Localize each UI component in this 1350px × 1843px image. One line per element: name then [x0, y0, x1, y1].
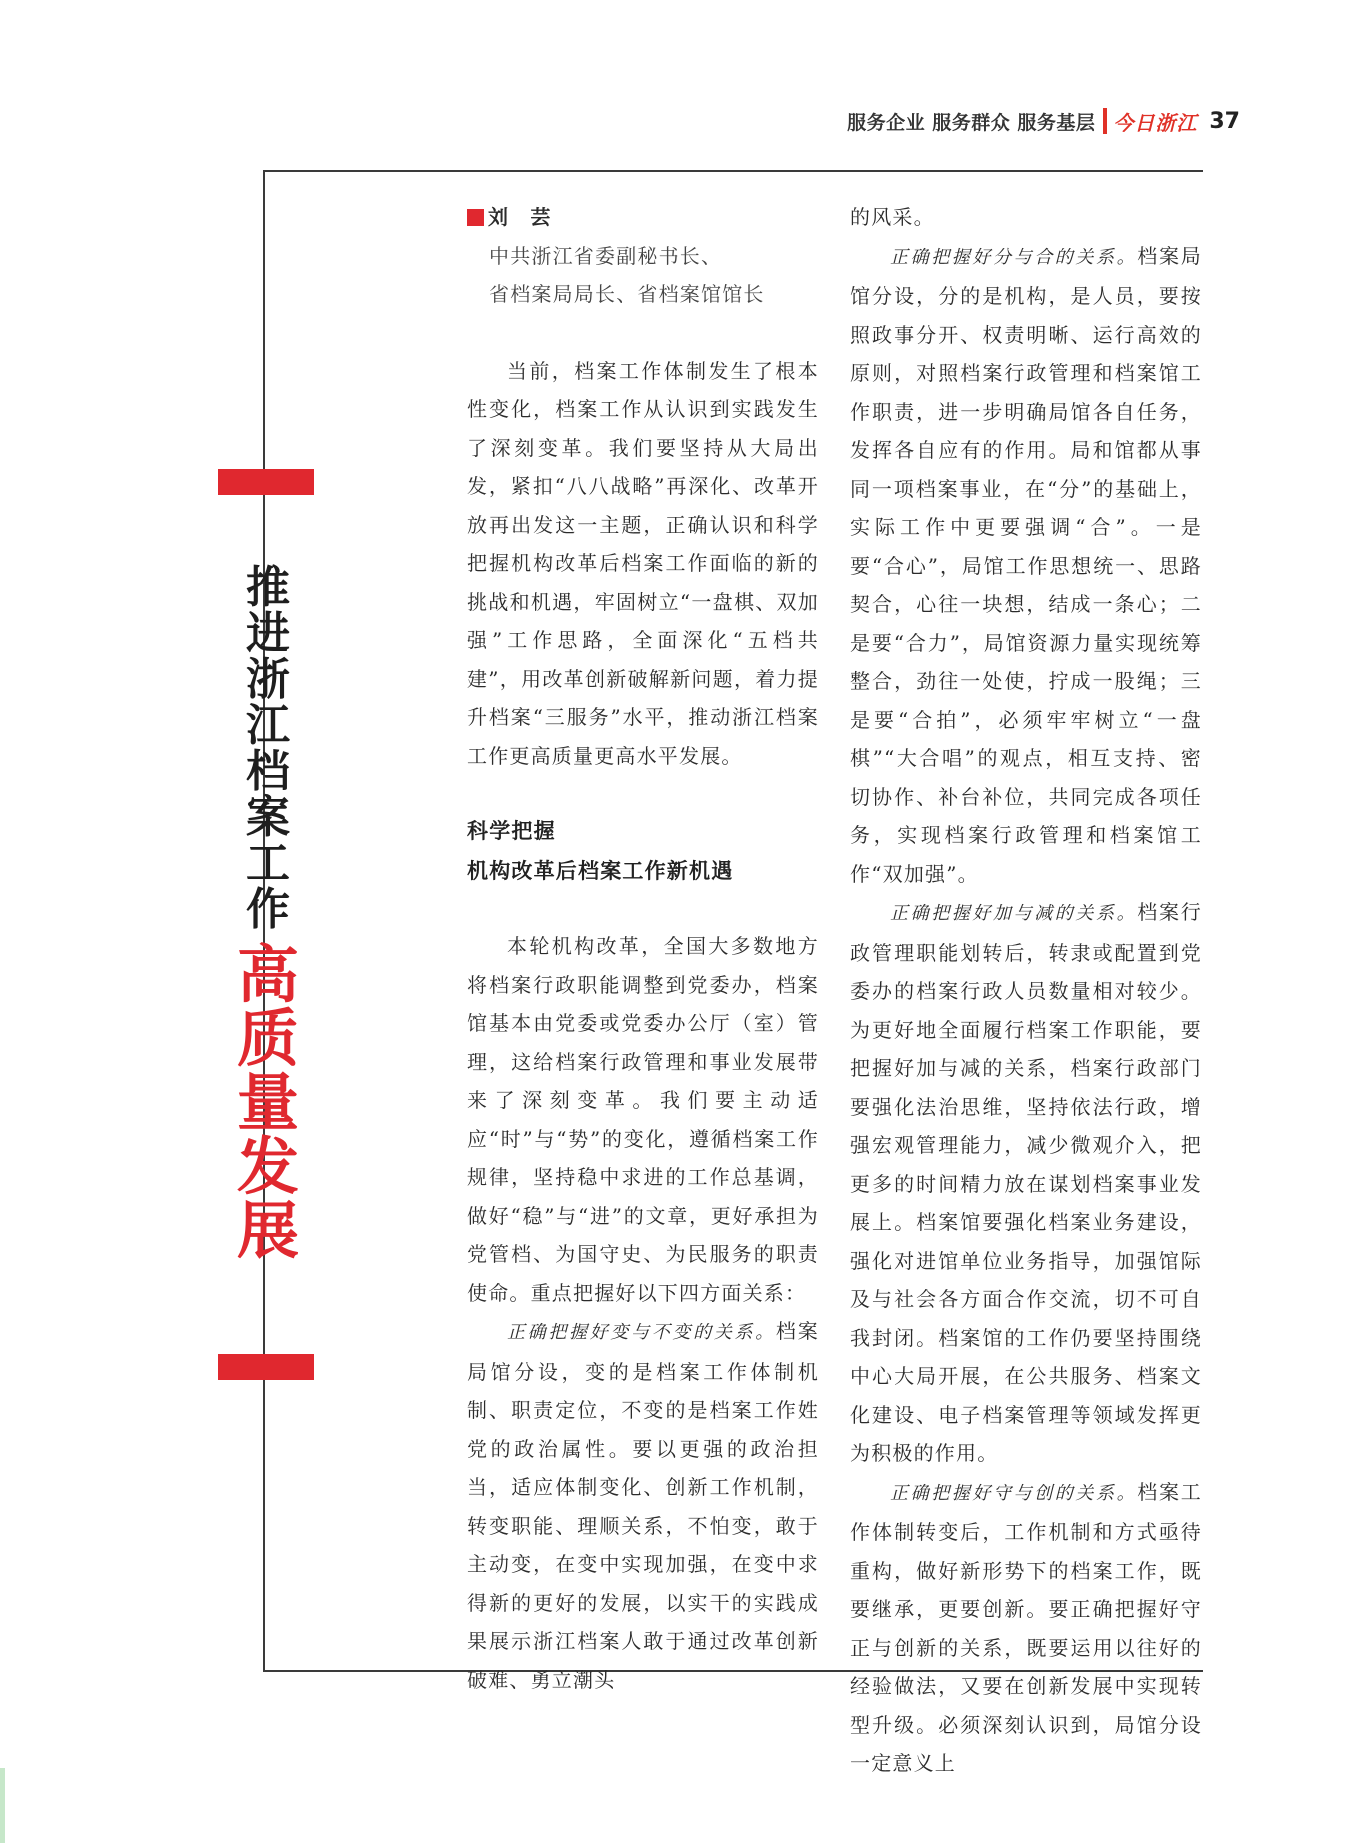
page-number: 37: [1209, 108, 1240, 134]
relation-lead: 正确把握好分与合的关系。: [890, 246, 1138, 268]
intro-paragraph: 当前，档案工作体制发生了根本性变化，档案工作从认识到实践发生了深刻变革。我们要坚持从大局出发，紧扣“八八战略”再深化、改革开放再出发这一主题，正确认识和科学把握机构改革后档案工作面临的新的挑战和机遇，牢固树立“一盘棋、双加强”工作思路，全面深化“五档共建”，用改革创新破解新问题，着力提升档案“三服务”水平，推动浙江档案工作更高质量更高水平发展。: [467, 358, 819, 768]
relation-paragraph-keep-innovate: [850, 1473, 1202, 1783]
header-slogan: 服务企业 服务群众 服务基层: [847, 111, 1096, 134]
headline-char: 作: [246, 884, 290, 935]
page-header: [847, 104, 1240, 138]
headline-char: 量: [236, 1066, 299, 1139]
headline-char: 展: [236, 1194, 299, 1267]
header-divider: [1103, 108, 1107, 134]
headline-char: 发: [236, 1130, 299, 1203]
relation-lead: 正确把握好变与不变的关系。: [507, 1322, 776, 1343]
headline-char: 推: [246, 562, 290, 613]
author-byline: [467, 198, 819, 237]
section-heading-line-2: 机构改革后档案工作新机遇: [467, 859, 734, 883]
relation-lead: 正确把握好守与创的关系。: [890, 1482, 1138, 1504]
headline-char: 质: [236, 1002, 299, 1075]
relation-paragraph-split: [850, 237, 1202, 894]
relation-body: 档案行政管理职能划转后，转隶或配置到党委办的档案行政人员数量相对较少。为更好地全面履行档案工作职能，要把握好加与减的关系，档案行政部门要强化法治思维，坚持依法行政，增强宏观管理能力，减少微观介入，把更多的时间精力放在谋划档案事业发展上。档案馆要强化档案业务建设，强化对进馆单位业务指导，加强馆际及与社会各方面合作交流，切不可自我封闭。档案馆的工作仍要坚持围绕中心大局开展，在公共服务、档案文化建设、电子档案管理等领域发挥更为积极的作用。: [850, 900, 1203, 1465]
headline-char: 工: [246, 838, 290, 889]
relation-lead: 正确把握好加与减的关系。: [890, 903, 1138, 924]
header-brand-logo: 今日浙江: [1113, 110, 1198, 135]
author-marker: [467, 209, 484, 226]
article-column-right: [850, 198, 1202, 1783]
headline-char: 江: [246, 700, 290, 751]
section-heading-line-1: 科学把握: [467, 819, 556, 843]
author-name: 刘 芸: [488, 205, 552, 229]
author-title-line-1: 中共浙江省委副秘书长、: [489, 243, 723, 268]
vertical-headline: [232, 562, 304, 1267]
relation-paragraph-change: [467, 1312, 819, 1699]
relation-body: 档案局馆分设，变的是档案工作体制机制、职责定位，不变的是档案工作姓党的政治属性。要以更强的政治担当，适应体制变化、创新工作机制，转变职能、理顺关系，不怕变，敢于主动变，在变中实现加强，在变中求得新的更好的发展，以实干的实践成果展示浙江档案人敢于通过改革创新破难、勇立潮头: [467, 1319, 820, 1692]
section-paragraph: 本轮机构改革，全国大多数地方将档案行政职能调整到党委办，档案馆基本由党委或党委办公厅（室）管理，这给档案行政管理和事业发展带来了深刻变革。我们要主动适应“时”与“势”的变化，遵循档案工作规律，坚持稳中求进的工作总基调，做好“稳”与“进”的文章，更好承担为党管档、为国守史、为民服务的职责使命。重点把握好以下四方面关系：: [467, 934, 819, 1305]
red-accent-bar-top: [218, 469, 314, 495]
author-title-line-2: 省档案局局长、省档案馆馆长: [489, 282, 765, 306]
frame-top-rule: [263, 170, 1203, 172]
relation-body: 档案工作体制转变后，工作机制和方式亟待重构，做好新形势下的档案工作，既要继承，更要创新。要正确把握好守正与创新的关系，既要运用以往好的经验做法，又要在创新发展中实现转型升级。必须深刻认识到，局馆分设一定意义上: [850, 1479, 1203, 1775]
relation-body: 档案局馆分设，分的是机构，是人员，要按照政事分开、权责明晰、运行高效的原则，对照档案行政管理和档案馆工作职责，进一步明确局馆各自任务，发挥各自应有的作用。局和馆都从事同一项档案事业，在“分”的基础上，实际工作中更要强调“合”。一是要“合心”，局馆工作思想统一、思路契合，心往一块想，结成一条心；二是要“合力”，局馆资源力量实现统筹整合，劲往一处使，拧成一股绳；三是要“合拍”，必须牢牢树立“一盘棋”“大合唱”的观点，相互支持、密切协作、补台补位，共同完成各项任务，实现档案行政管理和档案馆工作“双加强”。: [850, 243, 1203, 886]
headline-part-1: [232, 562, 304, 935]
headline-part-2: [232, 938, 304, 1267]
relation-paragraph-add-subtract: [850, 893, 1202, 1473]
article-column-left: [467, 198, 819, 1699]
headline-char: 高: [236, 938, 299, 1011]
page-edge-strip: [0, 1768, 5, 1843]
continued-text: 的风采。: [850, 205, 935, 229]
headline-char: 档: [246, 746, 290, 797]
headline-char: 进: [246, 608, 290, 659]
red-accent-bar-bottom: [218, 1354, 314, 1380]
headline-char: 浙: [246, 654, 290, 705]
headline-char: 案: [246, 792, 290, 843]
